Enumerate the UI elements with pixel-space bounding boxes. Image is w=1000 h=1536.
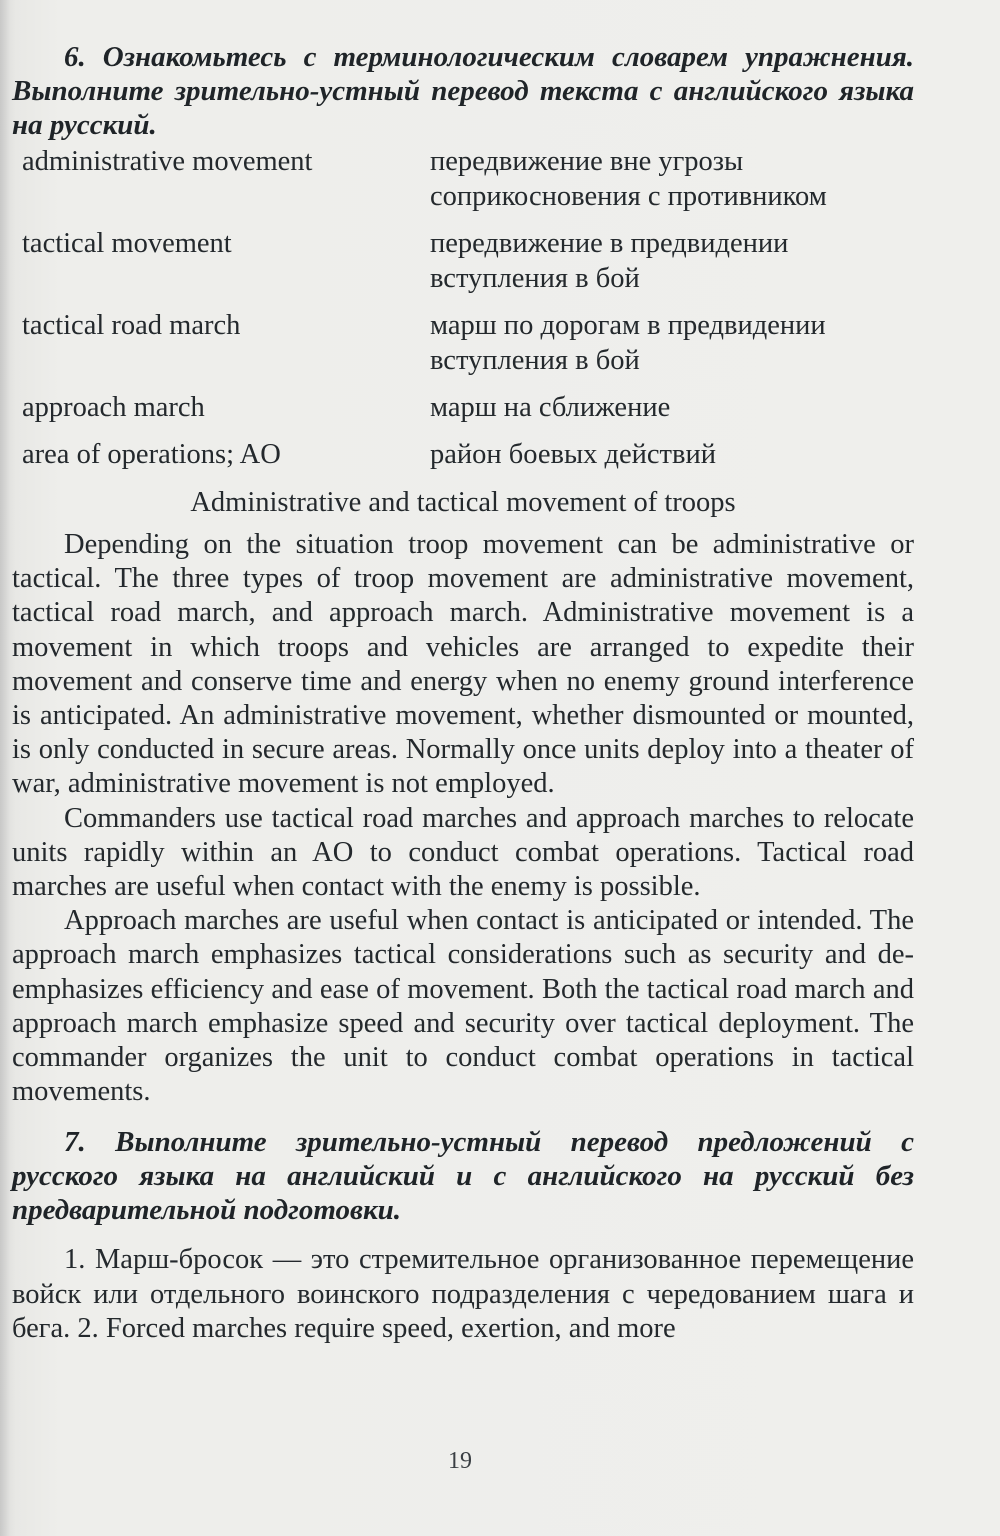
task-7-number: 7. (64, 1126, 86, 1159)
task-6-number: 6. (64, 41, 86, 73)
task-7-instruction (12, 1125, 914, 1227)
text-title: Administrative and tactical movement of troops (190, 487, 736, 518)
glossary-term: tactical movement (22, 228, 232, 259)
glossary-term: approach march (22, 392, 205, 423)
glossary-definition: марш по дорогам в предвидении вступления в бой (430, 310, 826, 376)
task-6-instruction (12, 40, 914, 142)
glossary-definition: марш на сближение (430, 392, 671, 423)
glossary-row (12, 437, 914, 472)
page-number: 19 (448, 1448, 472, 1474)
glossary-row (12, 308, 914, 378)
glossary-term: area of operations; AO (22, 439, 281, 470)
page-edge-shadow (0, 0, 10, 1536)
glossary (12, 144, 914, 472)
translation-sentences: 1. Марш-бросок — это стремительное организованное перемещение войск или отдельного воинского подразделения с чередованием шага и бега. 2. Forced marches require speed, exertion, and more (12, 1244, 914, 1344)
task-7-text: Выполните зрительно-устный перевод предложений с русского языка на английский и с английского на русский без предварительной подготовки. (12, 1126, 914, 1227)
glossary-row (12, 390, 914, 425)
paragraph: Depending on the situation troop movement can be administrative or tactical. The three types of troop movement are administrative movement, tactical road march, and approach march. Administrative movement is a movement in which troops and vehicles are arranged to expedite their movement and conserve time and energy when no enemy ground interference is anticipated. An administrative movement, whether dismounted or mounted, is only conducted in secure areas. Normally once units deploy into a theater of war, administrative movement is not employed. (12, 529, 914, 800)
glossary-row (12, 226, 914, 296)
paragraph: Approach marches are useful when contact is anticipated or intended. The approach march emphasizes tactical considerations such as security and de-emphasizes efficiency and ease of movement. Both the tactical road march and approach march emphasize speed and security over tactical deployment. The commander organizes the unit to conduct combat operations in tactical movements. (12, 905, 914, 1108)
paragraph: Commanders use tactical road marches and approach marches to relocate units rapidly within an AO to conduct combat operations. Tactical road marches are useful when contact with the enemy is possible. (12, 802, 914, 903)
glossary-definition: передвижение в предвидении вступления в бой (430, 228, 789, 294)
glossary-definition: передвижение вне угрозы соприкосновения с противником (430, 146, 827, 212)
glossary-term: administrative movement (22, 146, 313, 177)
glossary-row (12, 144, 914, 214)
glossary-term: tactical road march (22, 310, 241, 341)
page-content (12, 40, 914, 1346)
glossary-definition: район боевых действий (430, 439, 716, 470)
task-6-text: Ознакомьтесь с терминологическим словарем упражнения. Выполните зрительно-устный перевод текста с английского языка на русский. (12, 41, 915, 141)
